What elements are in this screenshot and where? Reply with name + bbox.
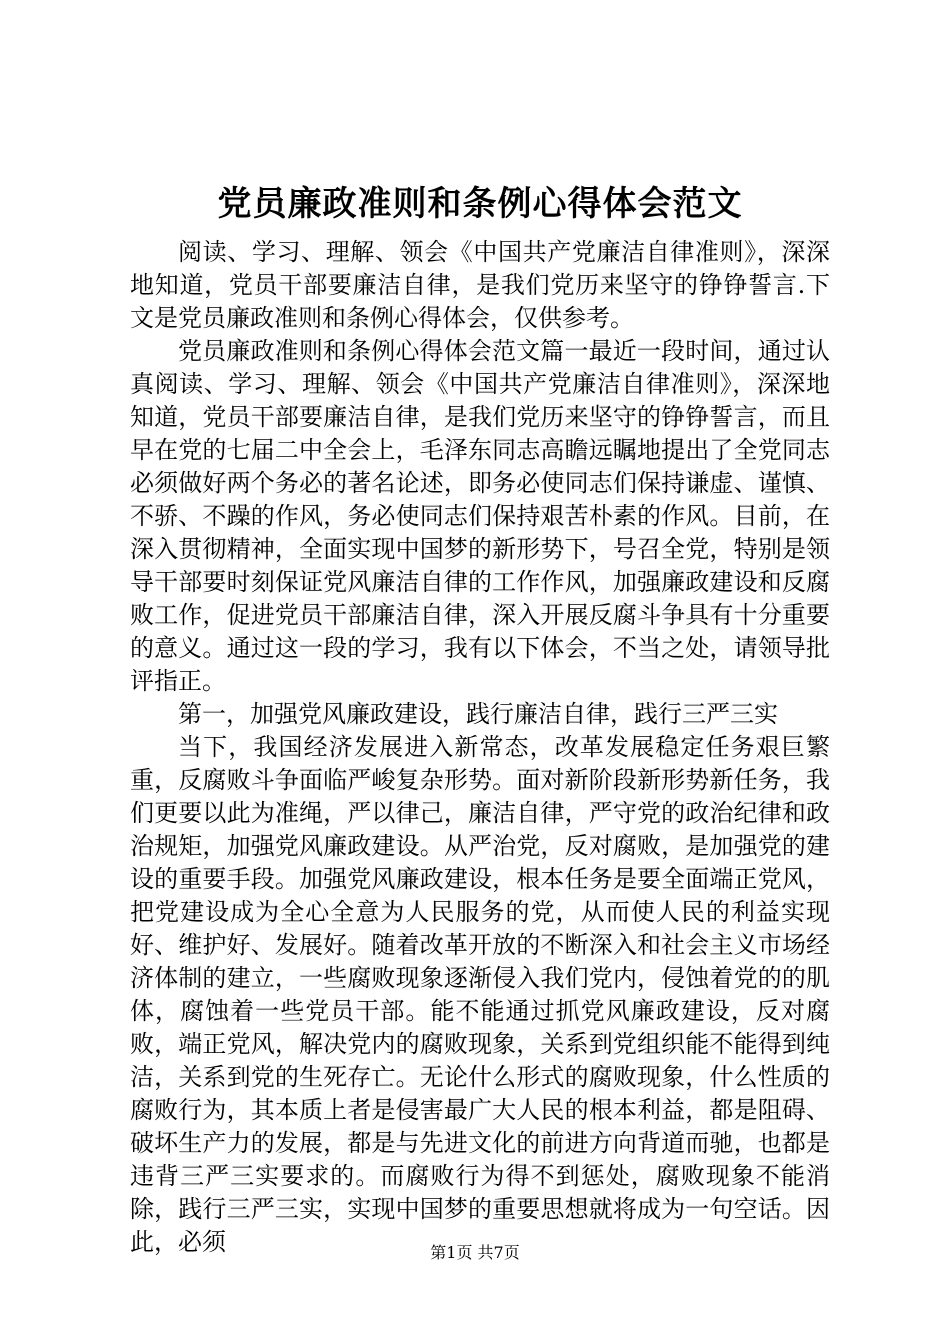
paragraph-intro: 阅读、学习、理解、领会《中国共产党廉洁自律准则》，深深地知道，党员干部要廉洁自律，是我们党历来坚守的铮铮誓言.下文是党员廉政准则和条例心得体会，仅供参考。: [130, 238, 830, 332]
document-title: 党员廉政准则和条例心得体会范文: [217, 184, 743, 224]
paragraph-article-one: 党员廉政准则和条例心得体会范文篇一最近一段时间，通过认真阅读、学习、理解、领会《中国共产党廉洁自律准则》，深深地知道，党员干部要廉洁自律，是我们党历来坚守的铮铮誓言，而且早在党的七届二中全会上，毛泽东同志高瞻远瞩地提出了全党同志必须做好两个务必的著名论述，即务必使同志们保持谦虚、谨慎、不骄、不躁的作风，务必使同志们保持艰苦朴素的作风。目前，在深入贯彻精神，全面实现中国梦的新形势下，号召全党，特别是领导干部要时刻保证党风廉洁自律的工作作风，加强廉政建设和反腐败工作，促进党员干部廉洁自律，深入开展反腐斗争具有十分重要的意义。通过这一段的学习，我有以下体会，不当之处，请领导批评指正。: [130, 337, 830, 695]
section-heading-first: 第一，加强党风廉政建设，践行廉洁自律，践行三严三实: [178, 700, 778, 728]
page-number-footer: 第1页 共7页: [430, 1243, 520, 1262]
document-body: [130, 236, 830, 1259]
paragraph-section-one-body: 当下，我国经济发展进入新常态，改革发展稳定任务艰巨繁重，反腐败斗争面临严峻复杂形势。面对新阶段新形势新任务，我们更要以此为准绳，严以律己，廉洁自律，严守党的政治纪律和政治规矩，加强党风廉政建设。从严治党，反对腐败，是加强党的建设的重要手段。加强党风廉政建设，根本任务是要全面端正党风，把党建设成为全心全意为人民服务的党，从而使人民的利益实现好、维护好、发展好。随着改革开放的不断深入和社会主义市场经济体制的建立，一些腐败现象逐渐侵入我们党内，侵蚀着党的的肌体，腐蚀着一些党员干部。能不能通过抓党风廉政建设，反对腐败，端正党风，解决党内的腐败现象，关系到党组织能不能得到纯洁，关系到党的生死存亡。无论什么形式的腐败现象，什么性质的腐败行为，其本质上者是侵害最广大人民的根本利益，都是阻碍、破坏生产力的发展，都是与先进文化的前进方向背道而驰，也都是违背三严三实要求的。而腐败行为得不到惩处，腐败现象不能消除，践行三严三实，实现中国梦的重要思想就将成为一句空话。因此，必须: [130, 733, 830, 1256]
